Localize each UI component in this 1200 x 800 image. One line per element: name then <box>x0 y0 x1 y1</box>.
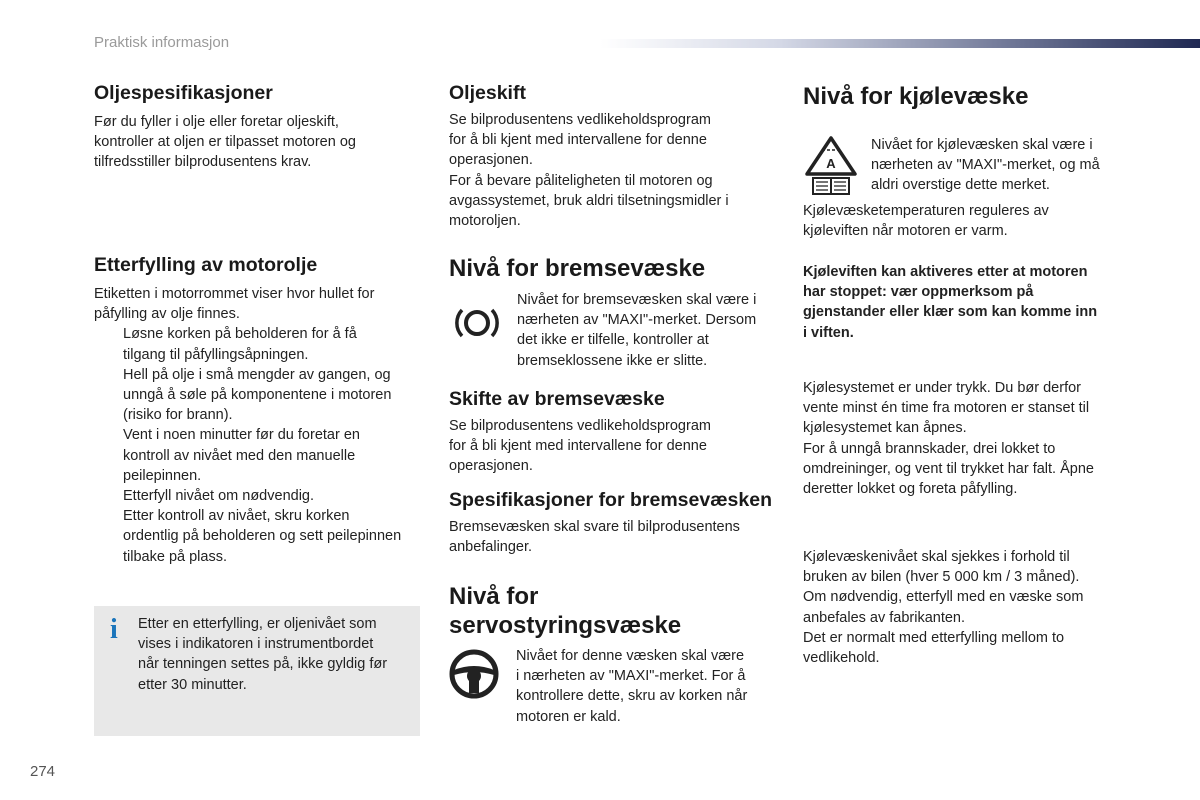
text-line: vises i indikatoren i instrumentbordet <box>138 636 374 653</box>
text-line: Løsne korken på beholderen for å få <box>123 326 357 343</box>
text-line: Det er normalt med etterfylling mellom to <box>803 629 1065 646</box>
text-line: bremseklossene ikke er slitte. <box>517 352 708 369</box>
text-line: Om nødvendig, etterfyll med en væske som <box>803 589 1084 606</box>
text-line: vente minst én time fra motoren er stanset til <box>803 400 1090 417</box>
column-middle <box>449 80 779 231</box>
text-line: Bremsevæsken skal svare til bilprodusentens <box>449 519 740 535</box>
oil-change-heading: Oljeskift <box>449 82 526 104</box>
heading-line: servostyringsvæske <box>449 612 682 639</box>
text-line: påfylling av olje finnes. <box>94 306 240 323</box>
text-line: ordentlig på beholderen og sett peilepinnen <box>123 528 402 545</box>
coolant-warning-manual-icon <box>803 134 859 196</box>
text-line: har stoppet: vær oppmerksom på <box>803 284 1034 301</box>
section-title: Praktisk informasjon <box>94 34 230 51</box>
text-line: for å bli kjent med intervallene for denne <box>449 132 707 149</box>
coolant-icon-text <box>871 135 1141 196</box>
list-item <box>94 324 424 364</box>
text-line: anbefalinger. <box>449 539 533 556</box>
steering-wheel-icon <box>448 648 500 700</box>
text-line: Vent i noen minutter før du foretar en <box>123 427 360 444</box>
text-line: i nærheten av "MAXI"-merket. For å <box>516 668 746 685</box>
coolant-pressure-text <box>803 378 1143 499</box>
text-line: For å unngå brannskader, drei lokket to <box>803 440 1056 457</box>
text-line: nærheten av "MAXI"-merket. Dersom <box>517 312 757 329</box>
text-line: Etiketten i motorrommet viser hvor hullet for <box>94 286 375 302</box>
steering-text <box>516 646 786 727</box>
text-line: når tenningen settes på, ikke gyldig før <box>138 656 388 673</box>
brake-change-section <box>449 386 779 477</box>
text-line: Kjølesystemet er under trykk. Du bør derfor <box>803 380 1081 396</box>
text-line: Nivået for denne væsken skal være <box>516 648 745 664</box>
text-line: Kjølevæskenivået skal sjekkes i forhold til <box>803 549 1070 565</box>
text-line: omdreininger, og vent til trykket har falt. Åpne <box>803 460 1094 477</box>
heading-line: Nivå for <box>449 583 539 610</box>
text-line: nærheten av "MAXI"-merket, og må <box>871 157 1100 174</box>
text-line: operasjonen. <box>449 152 533 169</box>
text-line: etter 30 minutter. <box>138 676 247 693</box>
text-line: Etter en etterfylling, er oljenivået som <box>138 616 377 632</box>
coolant-fan-warning <box>803 262 1143 343</box>
topup-heading: Etterfylling av motorolje <box>94 254 318 276</box>
text-line: Kjøleviften kan aktiveres etter at motoren <box>803 264 1088 280</box>
topup-steps-list <box>94 324 424 566</box>
svg-text:A: A <box>826 156 836 171</box>
info-icon: i <box>110 614 118 645</box>
text-line: Nivået for kjølevæsken skal være i <box>871 137 1093 153</box>
list-item <box>94 365 424 426</box>
brake-spec-section <box>449 487 779 557</box>
text-line: kjøleviften når motoren er varm. <box>803 223 1008 240</box>
info-box <box>94 606 420 736</box>
text-line: i viften. <box>803 324 854 341</box>
brake-change-heading: Skifte av bremsevæske <box>449 388 665 410</box>
brake-level-text <box>517 290 787 371</box>
text-line: Se bilprodusentens vedlikeholdsprogram <box>449 112 711 128</box>
list-item <box>94 486 424 506</box>
text-line: Kjølevæsketemperaturen reguleres av <box>803 203 1049 219</box>
brake-spec-heading: Spesifikasjoner for bremsevæsken <box>449 489 772 511</box>
text-line: deretter lokket og foreta påfylling. <box>803 481 1018 498</box>
oil-spec-heading: Oljespesifikasjoner <box>94 82 273 104</box>
text-line: Etterfyll nivået om nødvendig. <box>123 488 315 505</box>
text-line: operasjonen. <box>449 458 533 475</box>
header-gradient-bar <box>600 39 1200 48</box>
text-line: tilfredsstiller bilprodusentens krav. <box>94 154 312 171</box>
text-line: (risiko for brann). <box>123 407 233 424</box>
text-line: vedlikehold. <box>803 650 880 667</box>
coolant-text <box>803 201 1143 241</box>
text-line: Etter kontroll av nivået, skru korken <box>123 508 350 525</box>
text-line: kjølesystemet kan åpnes. <box>803 420 967 437</box>
coolant-heading: Nivå for kjølevæske <box>803 83 1029 110</box>
text-line: Se bilprodusentens vedlikeholdsprogram <box>449 418 711 434</box>
text-line: unngå å søle på komponentene i motoren <box>123 387 392 404</box>
text-line: kontroller at oljen er tilpasset motoren og <box>94 134 356 151</box>
text-line: Nivået for bremsevæsken skal være i <box>517 292 757 308</box>
column-left <box>94 80 424 173</box>
text-line: tilbake på plass. <box>123 548 227 565</box>
brake-level-heading: Nivå for bremsevæske <box>449 255 706 282</box>
text-line: kontroll av nivået med den manuelle <box>123 447 356 464</box>
text-line: anbefales av fabrikanten. <box>803 609 966 626</box>
text-line: Før du fyller i olje eller foretar oljeskift, <box>94 114 339 130</box>
text-line: avgassystemet, bruk aldri tilsetningsmidler i <box>449 192 729 209</box>
text-line: gjenstander eller klær som kan komme inn <box>803 304 1098 321</box>
brake-warning-icon <box>452 300 502 346</box>
text-line: kontrollere dette, skru av korken når <box>516 688 748 705</box>
list-item <box>94 425 424 486</box>
list-item <box>94 506 424 567</box>
text-line: motoren er kald. <box>516 708 621 725</box>
text-line: Hell på olje i små mengder av gangen, og <box>123 366 391 383</box>
page-number: 274 <box>30 763 56 780</box>
text-line: peilepinnen. <box>123 467 202 484</box>
text-line: tilgang til påfyllingsåpningen. <box>123 346 309 363</box>
text-line: For å bevare påliteligheten til motoren og <box>449 172 713 189</box>
text-line: aldri overstige dette merket. <box>871 177 1050 194</box>
text-line: motoroljen. <box>449 213 521 230</box>
steering-heading <box>449 582 681 640</box>
coolant-check-text <box>803 547 1143 668</box>
info-text <box>138 614 408 695</box>
oil-spec-text <box>94 112 424 173</box>
text-line: for å bli kjent med intervallene for denne <box>449 438 707 455</box>
text-line: det ikke er tilfelle, kontroller at <box>517 332 709 349</box>
topup-section <box>94 252 424 567</box>
text-line: bruken av bilen (hver 5 000 km / 3 måned). <box>803 569 1080 586</box>
